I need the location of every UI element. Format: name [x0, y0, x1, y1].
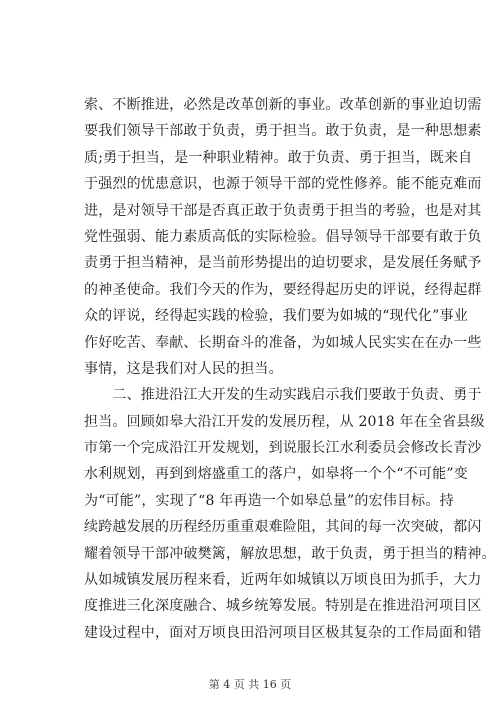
text-line: 众的评说，经得起实践的检验，我们要为如城的“现代化”事业 — [84, 308, 468, 325]
section-heading-line: 二、推进沿江大开发的生动实践启示我们要敢于负责、勇于 — [84, 387, 482, 404]
text-line: 要我们领导干部敢于负责，勇于担当。敢于负责，是一种思想素 — [84, 123, 482, 140]
text-line: 市第一个完成沿江开发规划，到说服长江水利委员会修改长青沙 — [84, 440, 482, 457]
text-line: 度推进三化深度融合、城乡统筹发展。特别是在推进沿河项目区 — [84, 598, 482, 615]
text-line: 从如城镇发展历程来看，近两年如城镇以万顷良田为抓手，大力 — [84, 572, 482, 589]
text-line: 索、不断推进，必然是改革创新的事业。改革创新的事业迫切需 — [84, 97, 482, 113]
text-line: 进，是对领导干部是否真正敢于负责勇于担当的考验，也是对其 — [84, 202, 482, 219]
text-line: 续跨越发展的历程经历重重艰难险阻，其间的每一次突破，都闪 — [84, 519, 482, 536]
text-line: 责勇于担当精神，是当前形势提出的迫切要求，是发展任务赋予 — [84, 255, 482, 272]
body-text — [84, 92, 496, 646]
text-line: 耀着领导干部冲破樊篱，解放思想，敢于负责，勇于担当的精神。 — [84, 545, 496, 562]
page-footer: 第 4 页 共 16 页 — [208, 678, 292, 691]
paragraph-end-line: 事情，这是我们对人民的担当。 — [84, 360, 283, 377]
text-line: 党性强弱、能力素质高低的实际检验。倡导领导干部要有敢于负 — [84, 228, 482, 245]
text-line: 担当。回顾如皋大沿江开发的发展历程，从 2018 年在全省县级 — [84, 413, 485, 430]
text-line: 建设过程中，面对万顷良田沿河项目区极其复杂的工作局面和错 — [84, 624, 482, 641]
text-line: 质;勇于担当，是一种职业精神。敢于负责、勇于担当，既来自 — [84, 149, 473, 166]
text-line: 于强烈的忧患意识，也源于领导干部的党性修养。能不能克难而 — [84, 176, 482, 193]
text-line: 为“可能”，实现了“8 年再造一个如皋总量”的宏伟目标。持 — [84, 492, 454, 509]
text-line: 水利规划，再到到熔盛重工的落户，如皋将一个个“不可能”变 — [84, 466, 468, 483]
text-line: 作好吃苦、奉献、长期奋斗的准备，为如城人民实实在在办一些 — [84, 334, 482, 351]
text-line: 的神圣使命。我们今天的作为，要经得起历史的评说，经得起群 — [84, 281, 482, 298]
